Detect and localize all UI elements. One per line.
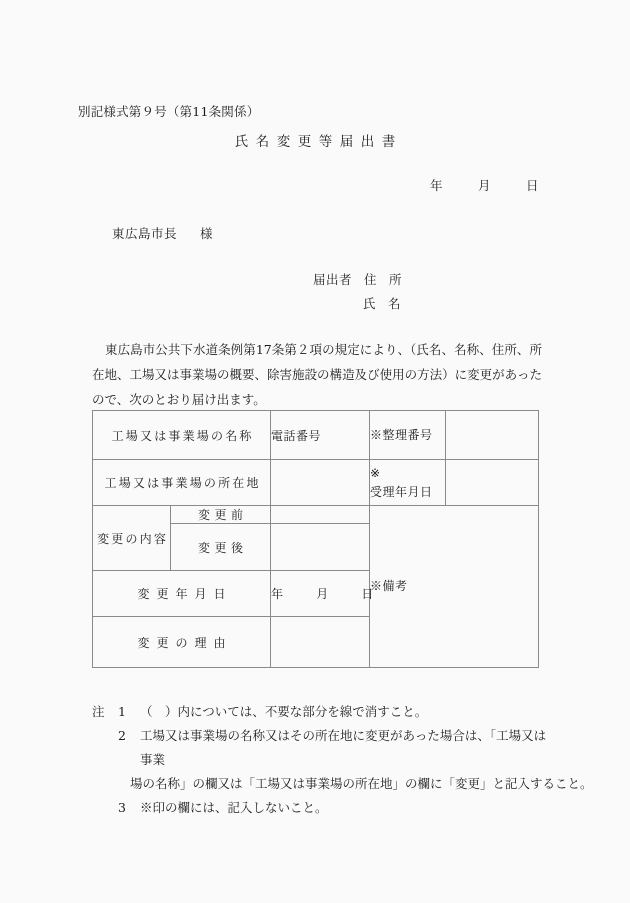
submitter-address-label: 住 所 [364,272,402,287]
change-after-label: 変更後 [171,524,271,571]
body-paragraph: 東広島市公共下水道条例第17条第２項の規定により、（氏名、名称、住所、所在地、工場又は事業場の概要、除害施設の構造及び使用の方法）に変更があったので、次のとおり届け出ます。 [92,342,542,407]
change-date-month: 月 [316,587,329,601]
note-text-2: 工場又は事業場の名称又はその所在地に変更があった場合は、「工場又は事業 [140,728,547,767]
submitter-address-row [313,270,410,288]
phone-number-field[interactable]: 電話番号 [271,411,370,460]
table-row-change-before [93,506,539,524]
note-item-2 [92,724,552,772]
submitter-name-label: 氏 名 [362,296,401,311]
addressee-honorific: 様 [199,226,213,241]
addressee-name: 東広島市長 [112,226,178,241]
change-reason-label: 変更の理由 [93,617,271,668]
notes-block [92,700,593,820]
receipt-date-value[interactable] [446,460,539,506]
table-row-facility-name [93,411,539,460]
date-month-label: 月 [477,178,491,193]
note-number-3: 3 [118,800,126,815]
change-date-value[interactable] [271,571,374,617]
document-title: 氏名変更等届出書 [234,134,403,150]
facility-address-value[interactable] [271,460,370,506]
note-number-1: 1 [118,704,126,719]
note-text-1: （ ）内については、不要な部分を線で消すこと。 [140,704,428,719]
facility-name-label: 工場又は事業場の名称 [93,411,271,460]
receipt-date-label: 受理年月日 [370,484,433,499]
change-date-day: 日 [361,587,374,601]
change-before-label: 変更前 [171,506,271,524]
submitter-name-row [313,294,401,312]
facility-address-label: 工場又は事業場の所在地 [93,460,271,506]
control-number-value[interactable] [446,411,539,460]
change-date-label: 変更年月日 [93,571,271,617]
submission-date-line [430,176,539,194]
note-number-2: 2 [118,728,126,743]
change-content-label: 変更の内容 [93,506,171,571]
date-year-label: 年 [430,178,444,193]
note-item-1 [92,700,552,724]
addressee [112,224,213,242]
control-number-label: ※整理番号 [370,411,446,460]
receipt-mark: ※ [370,465,381,480]
remarks-cell[interactable]: ※備考 [370,506,539,668]
note-item-3 [92,796,552,820]
note-text-2-continuation: 場の名称」の欄又は「工場又は事業場の所在地」の欄に「変更」と記入すること。 [130,776,593,791]
note-text-3: ※印の欄には、記入しないこと。 [140,800,328,815]
table-row-facility-address [93,460,539,506]
change-before-value[interactable] [271,506,370,524]
change-date-year: 年 [271,587,284,601]
change-reason-value[interactable] [271,617,370,668]
notes-tag: 注 [92,704,105,719]
date-day-label: 日 [525,178,539,193]
form-number: 別記様式第９号（第11条関係） [78,104,260,119]
body-paragraph-block [92,337,542,412]
submitter-label: 届出者 [313,272,353,287]
change-notification-table [92,410,539,668]
change-after-value[interactable] [271,524,370,571]
receipt-date-label-cell [370,460,446,506]
